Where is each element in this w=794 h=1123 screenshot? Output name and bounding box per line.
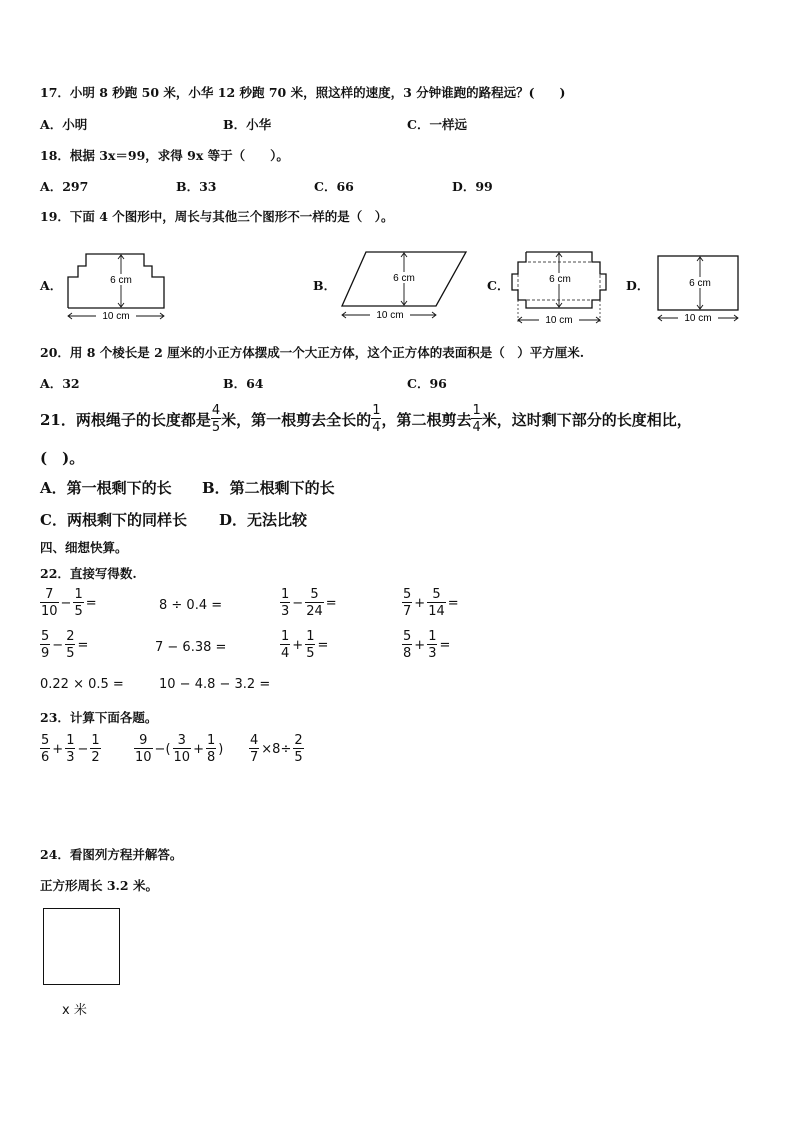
den: 5	[306, 646, 315, 661]
q21-part1: 21．两根绳子的长度都是	[40, 410, 211, 429]
q23-expression-3	[249, 734, 304, 764]
num: 5	[403, 587, 412, 602]
q20-option-c[interactable]: C．96	[407, 376, 447, 391]
q19-a-width-label: 10 cm	[102, 311, 130, 322]
q17-option-a[interactable]: A．小明	[40, 117, 88, 132]
q19-label-b[interactable]: B．	[313, 278, 337, 293]
operator: +	[414, 595, 426, 611]
den: 5	[294, 750, 303, 765]
q18-option-a[interactable]: A．297	[40, 179, 89, 194]
q20-option-b[interactable]: B．64	[223, 376, 264, 391]
q22-r3c1: 0.22 × 0.5 =	[40, 677, 124, 692]
q21-option-c[interactable]: C．两根剩下的同样长	[40, 511, 187, 529]
operator: −	[60, 595, 72, 611]
q22-r1c3	[280, 588, 339, 618]
q22-r1c2: 8 ÷ 0.4 =	[159, 598, 223, 613]
operator: −	[77, 741, 89, 757]
equals: =	[439, 637, 451, 653]
q19-figure-b	[336, 246, 472, 326]
q24-text: 正方形周长 3.2 米。	[40, 878, 158, 893]
num: 9	[134, 734, 153, 749]
den: 7	[403, 604, 412, 619]
operator: +	[193, 741, 204, 757]
operator: −	[52, 637, 64, 653]
section-4-title: 四、细想快算。	[40, 540, 128, 555]
q21-f1-den: 5	[211, 420, 221, 435]
den: 5	[74, 604, 83, 619]
den: 3	[428, 646, 437, 661]
q23-expression-1	[40, 734, 101, 764]
q21-part3: ，第二根剪去	[381, 410, 472, 429]
q21-text	[40, 404, 692, 434]
q22-r2c4	[402, 630, 452, 660]
q20-text: 20．用 8 个棱长是 2 厘米的小正方体摆成一个大正方体，这个正方体的表面积是（ ）平方厘米.	[40, 345, 585, 360]
num: 1	[428, 629, 437, 644]
q21-f2-den: 4	[372, 420, 381, 435]
q19-label-c[interactable]: C．	[487, 278, 510, 293]
num: 2	[294, 733, 303, 748]
q21-f3-num: 1	[472, 403, 481, 418]
num: 5	[403, 629, 412, 644]
q19-label-d[interactable]: D．	[626, 278, 650, 293]
q21-option-d[interactable]: D．无法比较	[219, 511, 308, 529]
q19-c-width-label: 10 cm	[545, 315, 573, 326]
fraction	[73, 588, 83, 618]
fraction	[427, 630, 437, 660]
q17-text: 17．小明 8 秒跑 50 米，小华 12 秒跑 70 米，照这样的速度，3 分钟谁跑的路程远？( )	[40, 85, 566, 100]
den: 6	[41, 750, 50, 765]
num: 1	[66, 733, 75, 748]
q21-fraction-1-4-b	[471, 404, 481, 434]
num: 1	[281, 587, 290, 602]
fraction	[249, 734, 259, 764]
den: 24	[306, 604, 323, 619]
fraction	[293, 734, 303, 764]
q23-title: 23．计算下面各题。	[40, 710, 158, 725]
q21-option-a[interactable]: A．第一根剩下的长	[40, 479, 172, 497]
num: 5	[41, 733, 50, 748]
num: 1	[306, 629, 315, 644]
fraction	[40, 734, 50, 764]
q19-figure-c	[508, 246, 612, 328]
q21-answer-blank: ( )。	[40, 449, 85, 467]
num: 5	[41, 629, 50, 644]
q19-b-width-label: 10 cm	[376, 310, 404, 321]
den: 14	[428, 604, 445, 619]
q19-figure-a	[64, 248, 180, 324]
q21-part2: 米，第一根剪去全长的	[221, 410, 372, 429]
den: 5	[66, 646, 75, 661]
fraction	[40, 630, 50, 660]
q22-r2c2: 7 − 6.38 =	[155, 640, 227, 655]
q18-option-d[interactable]: D．99	[452, 179, 493, 194]
num: 1	[74, 587, 83, 602]
operator: ×8÷	[261, 741, 292, 757]
fraction	[65, 630, 75, 660]
den: 8	[403, 646, 412, 661]
q19-text: 19．下面 4 个图形中，周长与其他三个图形不一样的是（ ）。	[40, 209, 394, 224]
den: 3	[281, 604, 290, 619]
fraction	[402, 630, 412, 660]
q17-option-b[interactable]: B．小华	[223, 117, 272, 132]
q19-b-height-label: 6 cm	[393, 273, 415, 284]
q17-option-c[interactable]: C．一样远	[407, 117, 467, 132]
num: 1	[91, 733, 100, 748]
fraction	[280, 630, 290, 660]
equals: =	[325, 595, 337, 611]
fraction	[402, 588, 412, 618]
fraction	[65, 734, 75, 764]
fraction	[305, 588, 324, 618]
q22-r3c2: 10 − 4.8 − 3.2 =	[159, 677, 271, 692]
q18-text: 18．根据 3x＝99，求得 9x 等于（ ）。	[40, 148, 289, 163]
q19-a-height-label: 6 cm	[110, 275, 132, 286]
q23-expression-2	[134, 734, 225, 764]
q20-option-a[interactable]: A．32	[40, 376, 80, 391]
q22-r1c1	[40, 588, 99, 618]
den: 7	[250, 750, 259, 765]
equals: =	[77, 637, 89, 653]
q19-d-width-label: 10 cm	[684, 313, 712, 324]
num: 3	[173, 734, 192, 749]
q21-fraction-1-4-a	[371, 404, 381, 434]
num: 5	[305, 588, 324, 603]
q21-f2-num: 1	[372, 403, 381, 418]
q21-fraction-4-5	[211, 404, 221, 434]
operator: +	[414, 637, 426, 653]
equals: =	[85, 595, 97, 611]
num: 5	[427, 588, 446, 603]
fraction	[427, 588, 446, 618]
q24-square-figure	[43, 908, 120, 985]
fraction	[173, 734, 192, 764]
fraction	[305, 630, 315, 660]
q22-r2c3	[280, 630, 330, 660]
fraction	[90, 734, 100, 764]
num: 2	[66, 629, 75, 644]
q21-f1-num: 4	[211, 403, 221, 418]
fraction	[134, 734, 153, 764]
den: 4	[281, 646, 290, 661]
q24-title: 24．看图列方程并解答。	[40, 847, 183, 862]
q21-f3-den: 4	[472, 420, 481, 435]
q19-label-a[interactable]: A．	[40, 278, 63, 293]
den: 8	[206, 750, 216, 765]
q21-part4: 米，这时剩下部分的长度相比，	[481, 410, 692, 429]
num: 1	[281, 629, 290, 644]
fraction	[206, 734, 216, 764]
operator: −(	[154, 741, 171, 757]
den: 10	[41, 604, 58, 619]
num: 4	[250, 733, 259, 748]
equals: =	[317, 637, 329, 653]
q24-side-label: x 米	[62, 1003, 87, 1018]
den: 9	[41, 646, 50, 661]
q18-option-b[interactable]: B．33	[176, 179, 217, 194]
num: 1	[206, 733, 216, 748]
operator: +	[52, 741, 64, 757]
equals: =	[447, 595, 459, 611]
q21-option-b[interactable]: B．第二根剩下的长	[202, 479, 335, 497]
fraction	[280, 588, 290, 618]
q19-d-height-label: 6 cm	[689, 278, 711, 289]
den: 10	[173, 750, 191, 765]
operator: −	[292, 595, 304, 611]
q22-title: 22．直接写得数.	[40, 566, 137, 581]
close-paren: )	[218, 741, 224, 757]
den: 10	[135, 750, 152, 765]
den: 3	[66, 750, 75, 765]
q18-option-c[interactable]: C．66	[314, 179, 354, 194]
q22-r1c4	[402, 588, 461, 618]
q22-r2c1	[40, 630, 90, 660]
operator: +	[292, 637, 304, 653]
den: 2	[91, 750, 100, 765]
fraction	[40, 588, 59, 618]
q19-c-height-label: 6 cm	[549, 274, 571, 285]
q19-figure-d	[652, 252, 746, 326]
num: 7	[40, 588, 59, 603]
